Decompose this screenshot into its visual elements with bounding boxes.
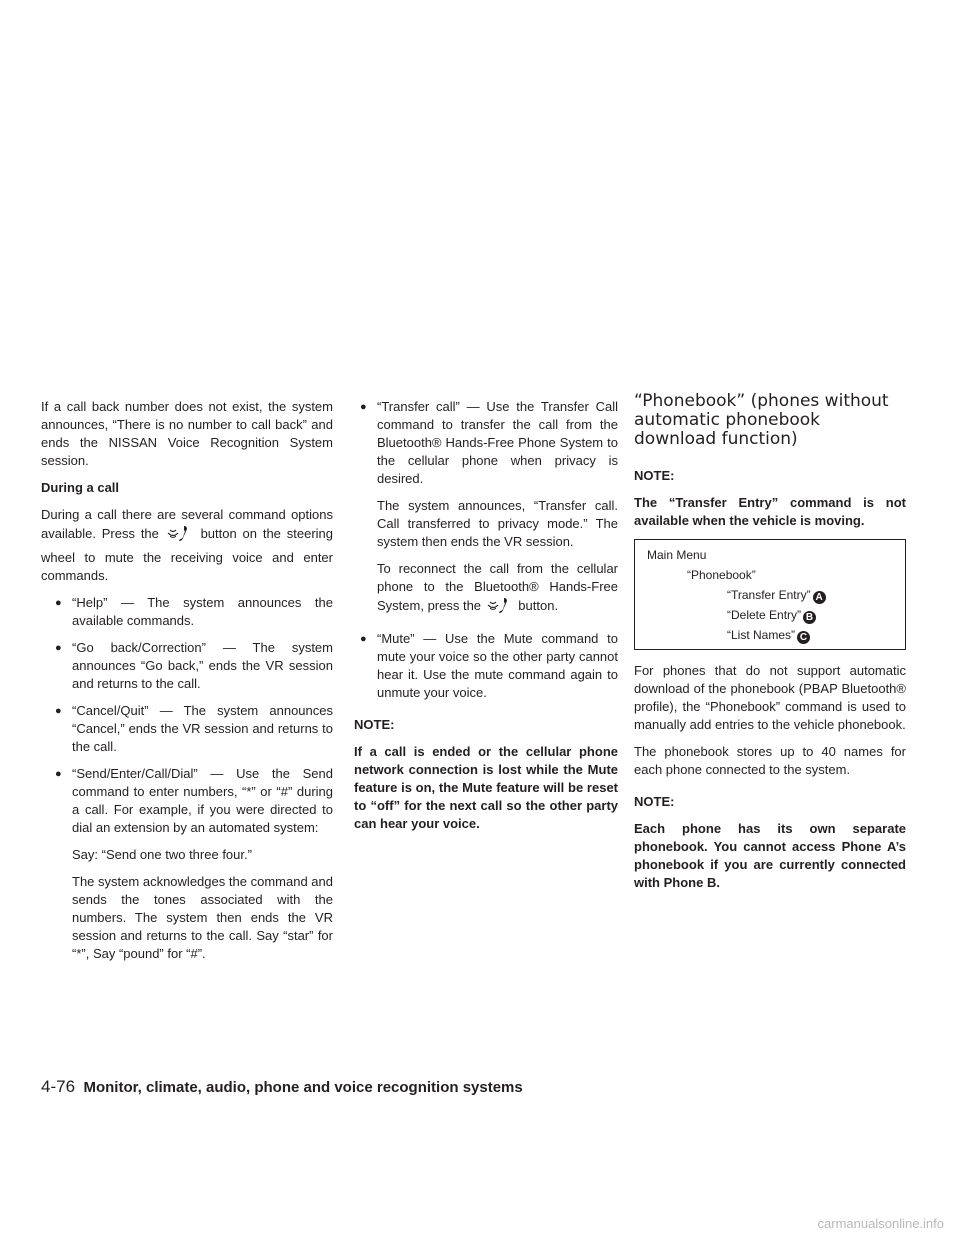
reconnect-text	[377, 560, 618, 621]
list-item: ● “Cancel/Quit” — The system announces “Cancel,” ends the VR session and returns to the call.	[49, 702, 333, 756]
phonebook-paragraph: For phones that do not support automatic download of the phonebook (PBAP Bluetooth® profile), the “Phonebook” command is used to manually add entries to the vehicle phonebook.	[634, 663, 906, 732]
list-item	[354, 398, 618, 621]
column-left	[41, 398, 333, 972]
acknowledge-text: The system acknowledges the command and sends the tones associated with the numbers. The system then ends the VR session and returns to the call. Say “star” for “*”, Say “pound” for “#”.	[72, 874, 333, 961]
menu-item-label: “Delete Entry”	[727, 608, 802, 622]
list-item: ● “Go back/Correction” — The system announces “Go back,” ends the VR session and returns to the call.	[49, 639, 333, 693]
page-number: 4-76	[41, 1077, 76, 1096]
callout-badge-icon: C	[797, 631, 810, 644]
note-label: NOTE:	[354, 717, 395, 732]
menu-main: Main Menu	[647, 548, 707, 562]
column-right	[634, 391, 906, 901]
talk-phone-icon	[487, 596, 513, 621]
command-list	[41, 594, 333, 963]
reconnect-text-after: button.	[518, 598, 559, 613]
note-text: Each phone has its own separate phonebook. You cannot access Phone A’s phonebook if you are currently connected with Phone B.	[634, 821, 906, 890]
callout-badge-icon: A	[813, 591, 826, 604]
para-text-after: button on the steering wheel to mute the receiving voice and enter commands.	[41, 526, 333, 583]
talk-phone-icon	[167, 524, 193, 549]
menu-item-list-names	[647, 625, 895, 645]
menu-item-delete-entry	[647, 605, 895, 625]
note-label: NOTE:	[634, 794, 675, 809]
list-item: ● “Mute” — Use the Mute command to mute your voice so the other party cannot hear it. Use the mute command again to unmute your voice.	[354, 630, 618, 702]
section-title: “Phonebook” (phones without automatic phonebook download function)	[634, 391, 889, 449]
reconnect-text-before: To reconnect the call from the cellular phone to the Bluetooth® Hands-Free System, press the	[377, 561, 618, 613]
page-footer	[41, 1077, 523, 1097]
send-command-text: ● “Send/Enter/Call/Dial” — Use the Send command to enter numbers, “*” or “#” during a call. For example, if you were directed to dial an extension by an automated system:	[72, 766, 333, 835]
intro-paragraph: If a call back number does not exist, the system announces, “There is no number to call back” and ends the NISSAN Voice Recognition System session.	[41, 399, 333, 468]
menu-tree-box	[634, 539, 906, 650]
callout-badge-icon: B	[803, 611, 816, 624]
command-list-continued	[354, 398, 618, 702]
list-item: ● “Help” — The system announces the available commands.	[49, 594, 333, 630]
menu-item-label: “List Names”	[727, 628, 796, 642]
note-text: The “Transfer Entry” command is not available when the vehicle is moving.	[634, 495, 906, 528]
storage-paragraph: The phonebook stores up to 40 names for each phone connected to the system.	[634, 744, 906, 777]
menu-item-transfer-entry	[647, 585, 895, 605]
menu-phonebook: “Phonebook”	[687, 568, 756, 582]
menu-item-label: “Transfer Entry”	[727, 588, 811, 602]
note-text: If a call is ended or the cellular phone network connection is lost while the Mute feature is on, the Mute feature will be reset to “off” for the next call so the other party can hear your voice.	[354, 744, 618, 831]
chapter-title: Monitor, climate, audio, phone and voice recognition systems	[83, 1079, 523, 1096]
during-call-paragraph	[41, 506, 333, 585]
transfer-announcement: The system announces, “Transfer call. Call transferred to privacy mode.” The system then ends the VR session.	[377, 498, 618, 549]
para-text-before: During a call there are several command options available. Press the	[41, 507, 333, 541]
transfer-call-text: ● “Transfer call” — Use the Transfer Call command to transfer the call from the Bluetooth® Hands-Free Phone System to the cellular phone when privacy is desired.	[377, 399, 618, 486]
watermark: carmanualsonline.info	[817, 1216, 944, 1231]
say-example: Say: “Send one two three four.”	[72, 847, 252, 862]
subheading-during-a-call: During a call	[41, 480, 120, 495]
column-middle	[354, 398, 618, 842]
list-item	[49, 765, 333, 963]
note-label: NOTE:	[634, 468, 675, 483]
